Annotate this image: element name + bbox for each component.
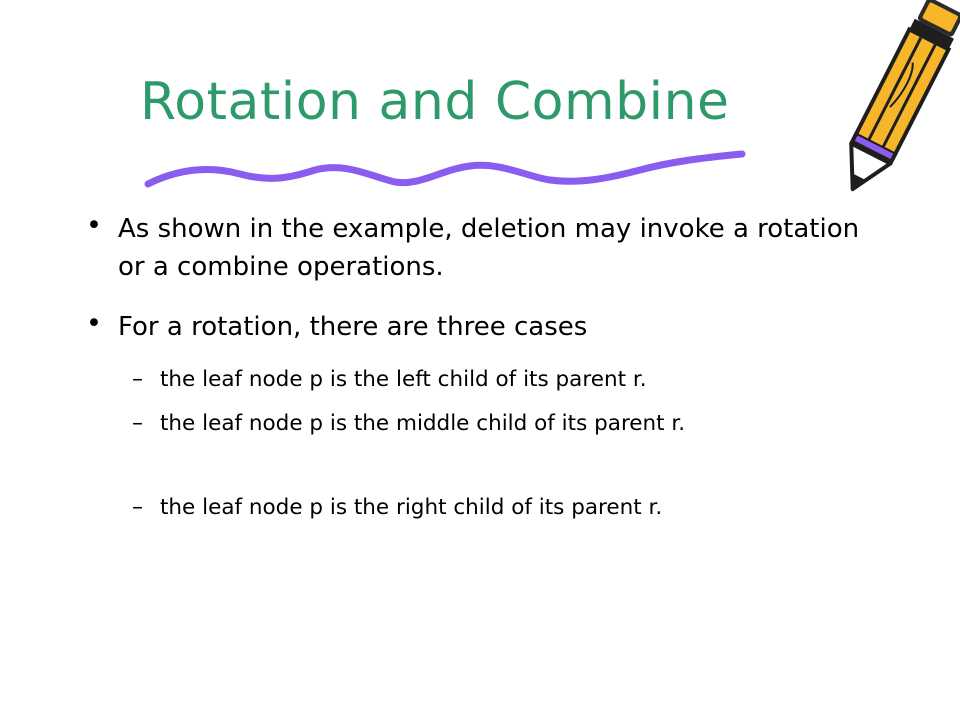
sub-bullet-marker: – bbox=[132, 367, 143, 392]
bullet-text: For a rotation, there are three cases bbox=[118, 312, 588, 342]
sub-bullet-marker: – bbox=[132, 495, 143, 520]
sub-bullet-text: the leaf node p is the left child of its parent r. bbox=[160, 367, 647, 392]
bullet-marker: • bbox=[86, 308, 102, 339]
sub-bullet-text: the leaf node p is the middle child of its parent r. bbox=[160, 411, 686, 436]
bullet-text: As shown in the example, deletion may invoke a rotation or a combine operations. bbox=[118, 214, 860, 282]
bullet-marker: • bbox=[86, 210, 102, 241]
sub-bullet-text: the leaf node p is the right child of its parent r. bbox=[160, 495, 663, 520]
slide-title: Rotation and Combine bbox=[140, 72, 730, 132]
sub-bullet-marker: – bbox=[132, 411, 143, 436]
